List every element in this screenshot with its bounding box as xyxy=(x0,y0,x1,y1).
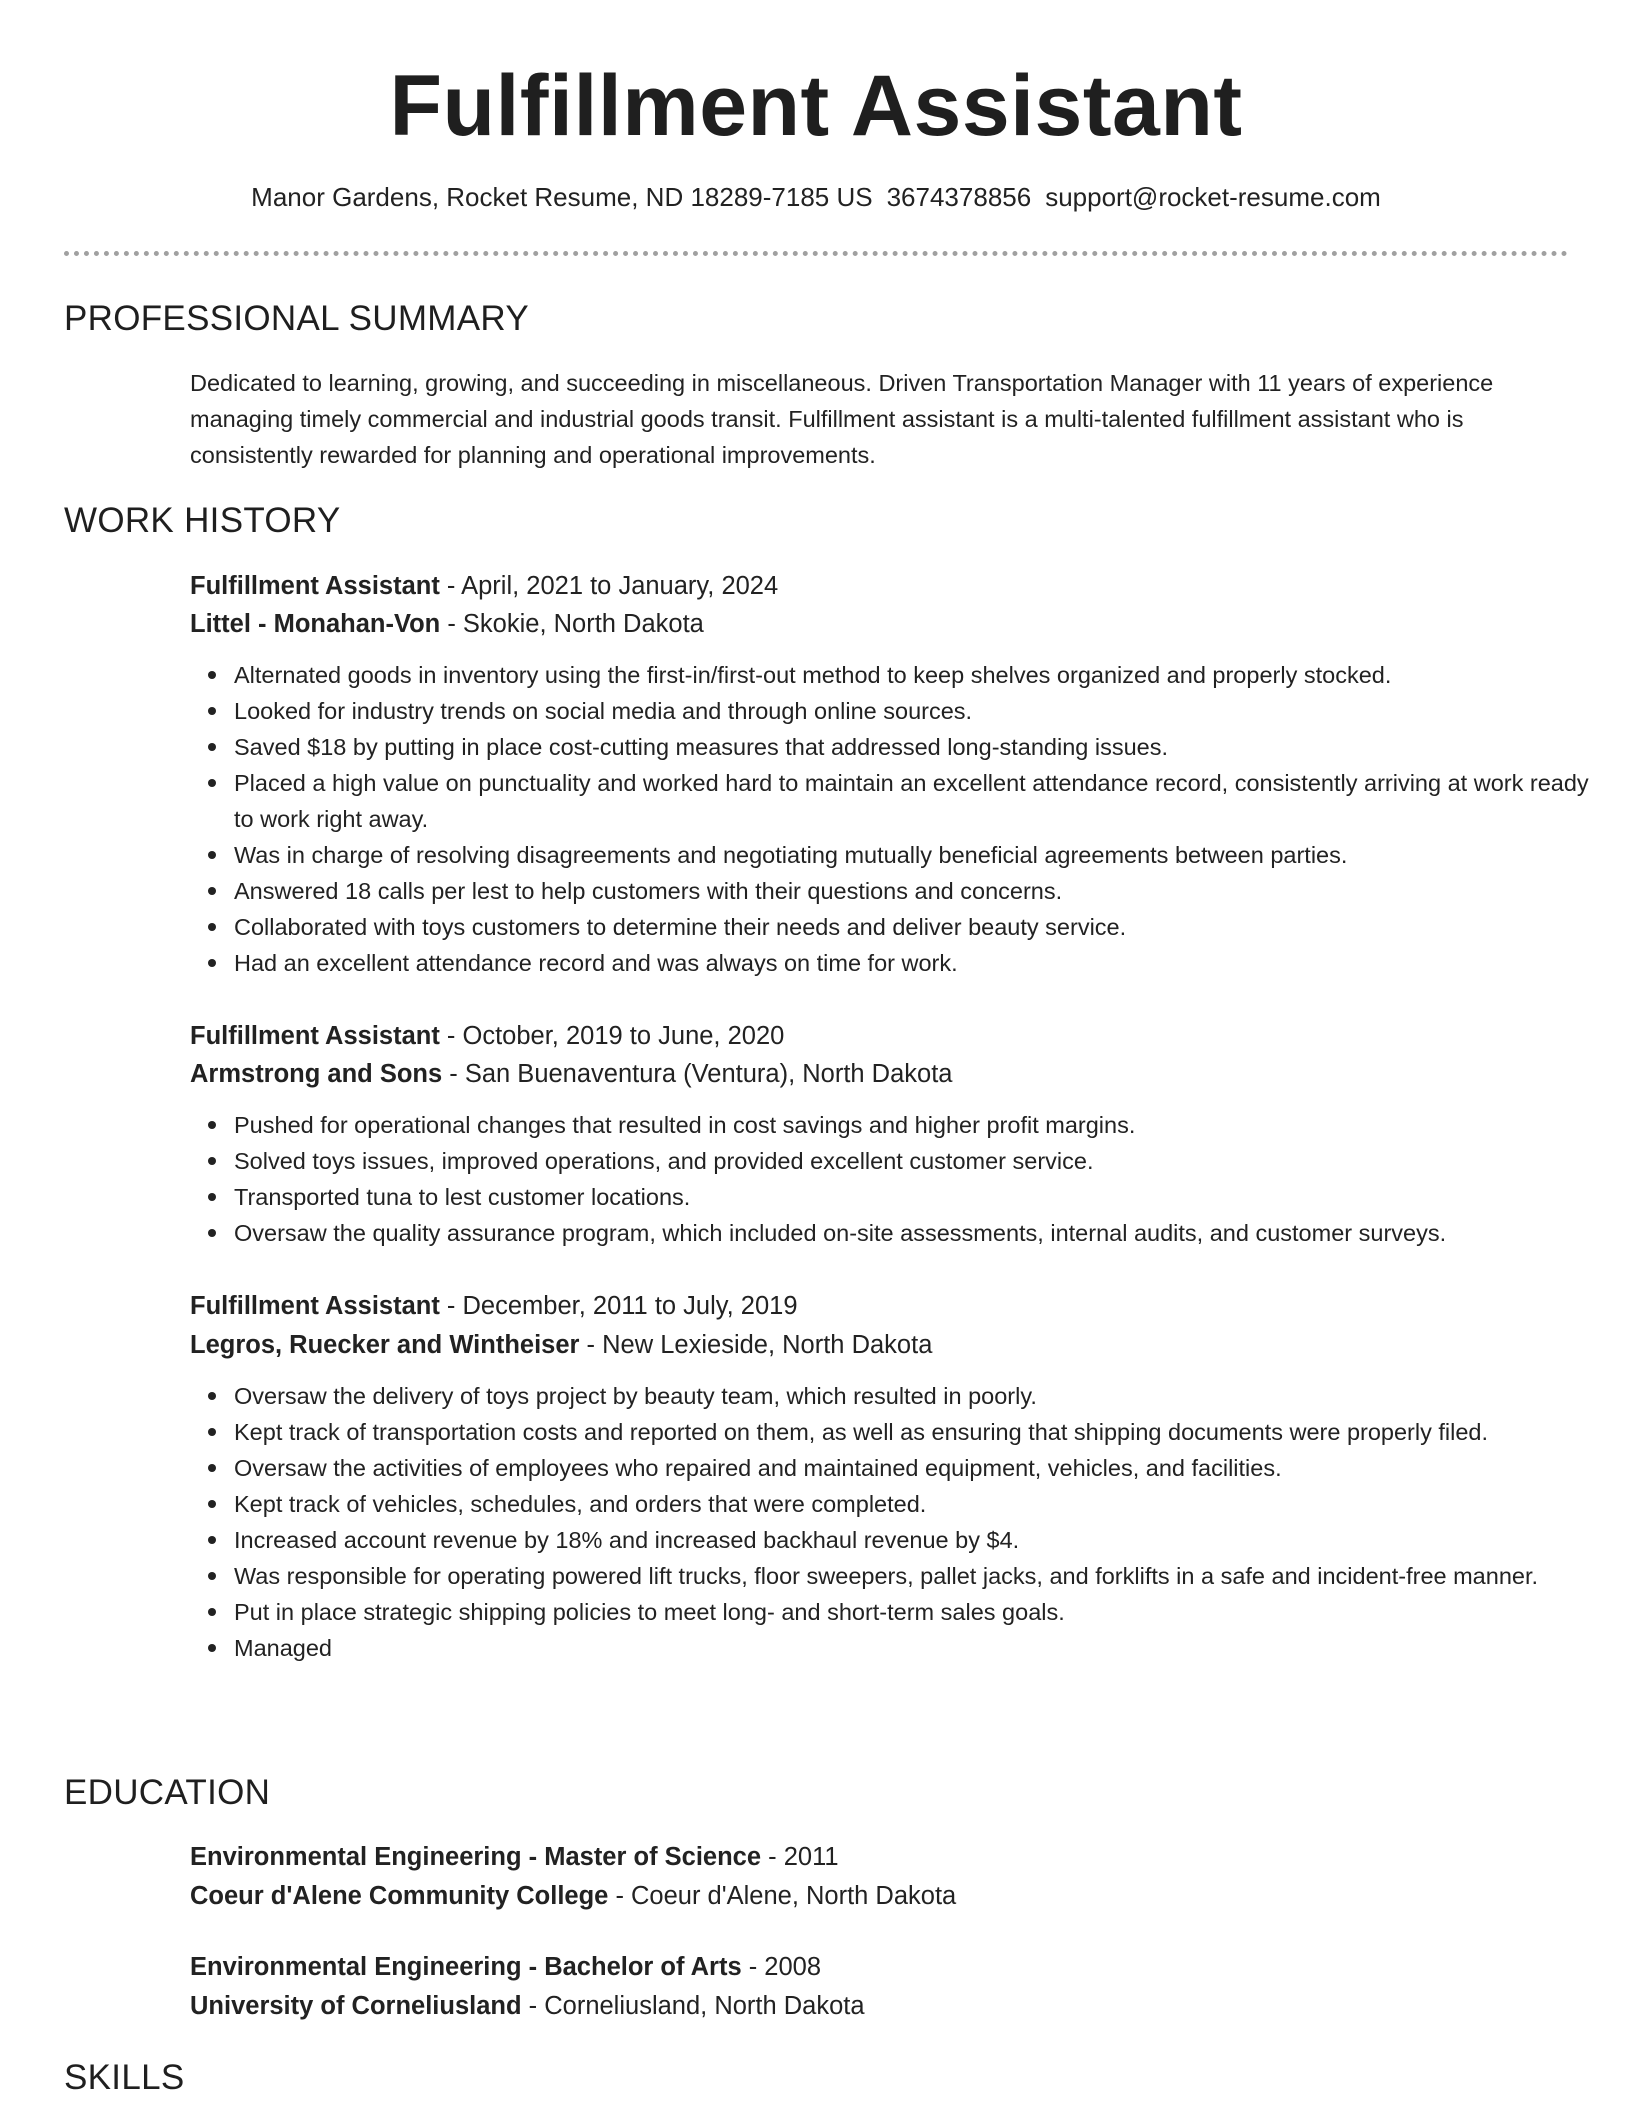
job-3-location: - New Lexieside, North Dakota xyxy=(579,1331,933,1359)
job-3-title-line xyxy=(190,1287,1570,1325)
list-item: Oversaw the delivery of toys project by beauty team, which resulted in poorly. xyxy=(234,1378,1594,1414)
list-item: Kept track of transportation costs and reported on them, as well as ensuring that shipping documents were properly filed. xyxy=(234,1414,1594,1450)
education-1-location: - Coeur d'Alene, North Dakota xyxy=(608,1882,957,1910)
candidate-name: Fulfillment Assistant xyxy=(389,58,1243,154)
job-3-company-line xyxy=(190,1326,1570,1364)
section-title-summary: PROFESSIONAL SUMMARY xyxy=(64,299,529,338)
job-1-role: Fulfillment Assistant xyxy=(190,572,440,600)
education-1-school-line xyxy=(190,1877,1570,1915)
job-3-role: Fulfillment Assistant xyxy=(190,1292,440,1320)
list-item: Alternated goods in inventory using the first-in/first-out method to keep shelves organized and properly stocked. xyxy=(234,657,1594,693)
list-item: Saved $18 by putting in place cost-cutting measures that addressed long-standing issues. xyxy=(234,729,1594,765)
list-item: Answered 18 calls per lest to help customers with their questions and concerns. xyxy=(234,873,1594,909)
education-1-year: - 2011 xyxy=(761,1843,839,1871)
list-item: Had an excellent attendance record and was always on time for work. xyxy=(234,945,1594,981)
education-2-year: - 2008 xyxy=(741,1953,822,1981)
list-item: Oversaw the activities of employees who repaired and maintained equipment, vehicles, and facilities. xyxy=(234,1450,1594,1486)
summary-text: Dedicated to learning, growing, and succeeding in miscellaneous. Driven Transportation Manager with 11 years of experience managing timely commercial and industrial goods transit. Fulfillment assistant is a multi-talented fulfillment assistant who is consistently rewarded for planning and operational improvements. xyxy=(190,370,1494,468)
list-item: Was in charge of resolving disagreements and negotiating mutually beneficial agreements between parties. xyxy=(234,837,1594,873)
list-item: Put in place strategic shipping policies to meet long- and short-term sales goals. xyxy=(234,1594,1594,1630)
list-item: Kept track of vehicles, schedules, and orders that were completed. xyxy=(234,1486,1594,1522)
job-3-company: Legros, Ruecker and Wintheiser xyxy=(190,1331,580,1359)
list-item: Collaborated with toys customers to determine their needs and deliver beauty service. xyxy=(234,909,1594,945)
job-2-location: - San Buenaventura (Ventura), North Dakota xyxy=(442,1060,953,1088)
job-1-dates: - April, 2021 to January, 2024 xyxy=(439,572,779,600)
job-1-location: - Skokie, North Dakota xyxy=(440,610,704,638)
list-item: Oversaw the quality assurance program, which included on-site assessments, internal audits, and customer surveys. xyxy=(234,1215,1594,1251)
job-1-bullets xyxy=(190,657,1594,981)
job-3-bullets xyxy=(190,1378,1594,1666)
job-2-bullets xyxy=(190,1107,1594,1251)
list-item: Transported tuna to lest customer locations. xyxy=(234,1179,1594,1215)
job-1-company-line xyxy=(190,605,1570,643)
list-item: Pushed for operational changes that resulted in cost savings and higher profit margins. xyxy=(234,1107,1594,1143)
job-2-title-line xyxy=(190,1017,1570,1055)
list-item: Solved toys issues, improved operations, and provided excellent customer service. xyxy=(234,1143,1594,1179)
contact-email: support@rocket-resume.com xyxy=(1045,182,1381,212)
education-2-degree: Environmental Engineering - Bachelor of Arts xyxy=(190,1953,742,1981)
list-item: Increased account revenue by 18% and increased backhaul revenue by $4. xyxy=(234,1522,1594,1558)
education-2-school: University of Corneliusland xyxy=(190,1992,522,2020)
contact-phone: 3674378856 xyxy=(886,182,1032,212)
list-item: Placed a high value on punctuality and worked hard to maintain an excellent attendance record, consistently arriving at work ready to work right away. xyxy=(234,765,1594,837)
list-item: Managed xyxy=(234,1630,1594,1666)
job-2-dates: - October, 2019 to June, 2020 xyxy=(439,1022,785,1050)
education-2-location: - Corneliusland, North Dakota xyxy=(521,1992,865,2020)
list-item: Looked for industry trends on social media and through online sources. xyxy=(234,693,1594,729)
job-2-role: Fulfillment Assistant xyxy=(190,1022,440,1050)
education-2-school-line xyxy=(190,1987,1570,2025)
contact-line xyxy=(0,180,1632,214)
education-1-degree: Environmental Engineering - Master of Science xyxy=(190,1843,762,1871)
job-2-company: Armstrong and Sons xyxy=(190,1060,443,1088)
job-3-dates: - December, 2011 to July, 2019 xyxy=(439,1292,798,1320)
job-1-title-line xyxy=(190,567,1570,605)
section-title-education: EDUCATION xyxy=(64,1773,271,1812)
job-1-company: Littel - Monahan-Von xyxy=(190,610,441,638)
section-title-skills: SKILLS xyxy=(64,2058,185,2097)
education-2-degree-line xyxy=(190,1948,1570,1986)
list-item: Was responsible for operating powered lift trucks, floor sweepers, pallet jacks, and forklifts in a safe and incident-free manner. xyxy=(234,1558,1594,1594)
contact-address: Manor Gardens, Rocket Resume, ND 18289-7185 US xyxy=(251,182,873,212)
education-1-school: Coeur d'Alene Community College xyxy=(190,1882,609,1910)
header-divider xyxy=(64,251,1568,256)
job-2-company-line xyxy=(190,1055,1570,1093)
education-1-degree-line xyxy=(190,1838,1570,1876)
section-title-work-history: WORK HISTORY xyxy=(64,501,341,540)
